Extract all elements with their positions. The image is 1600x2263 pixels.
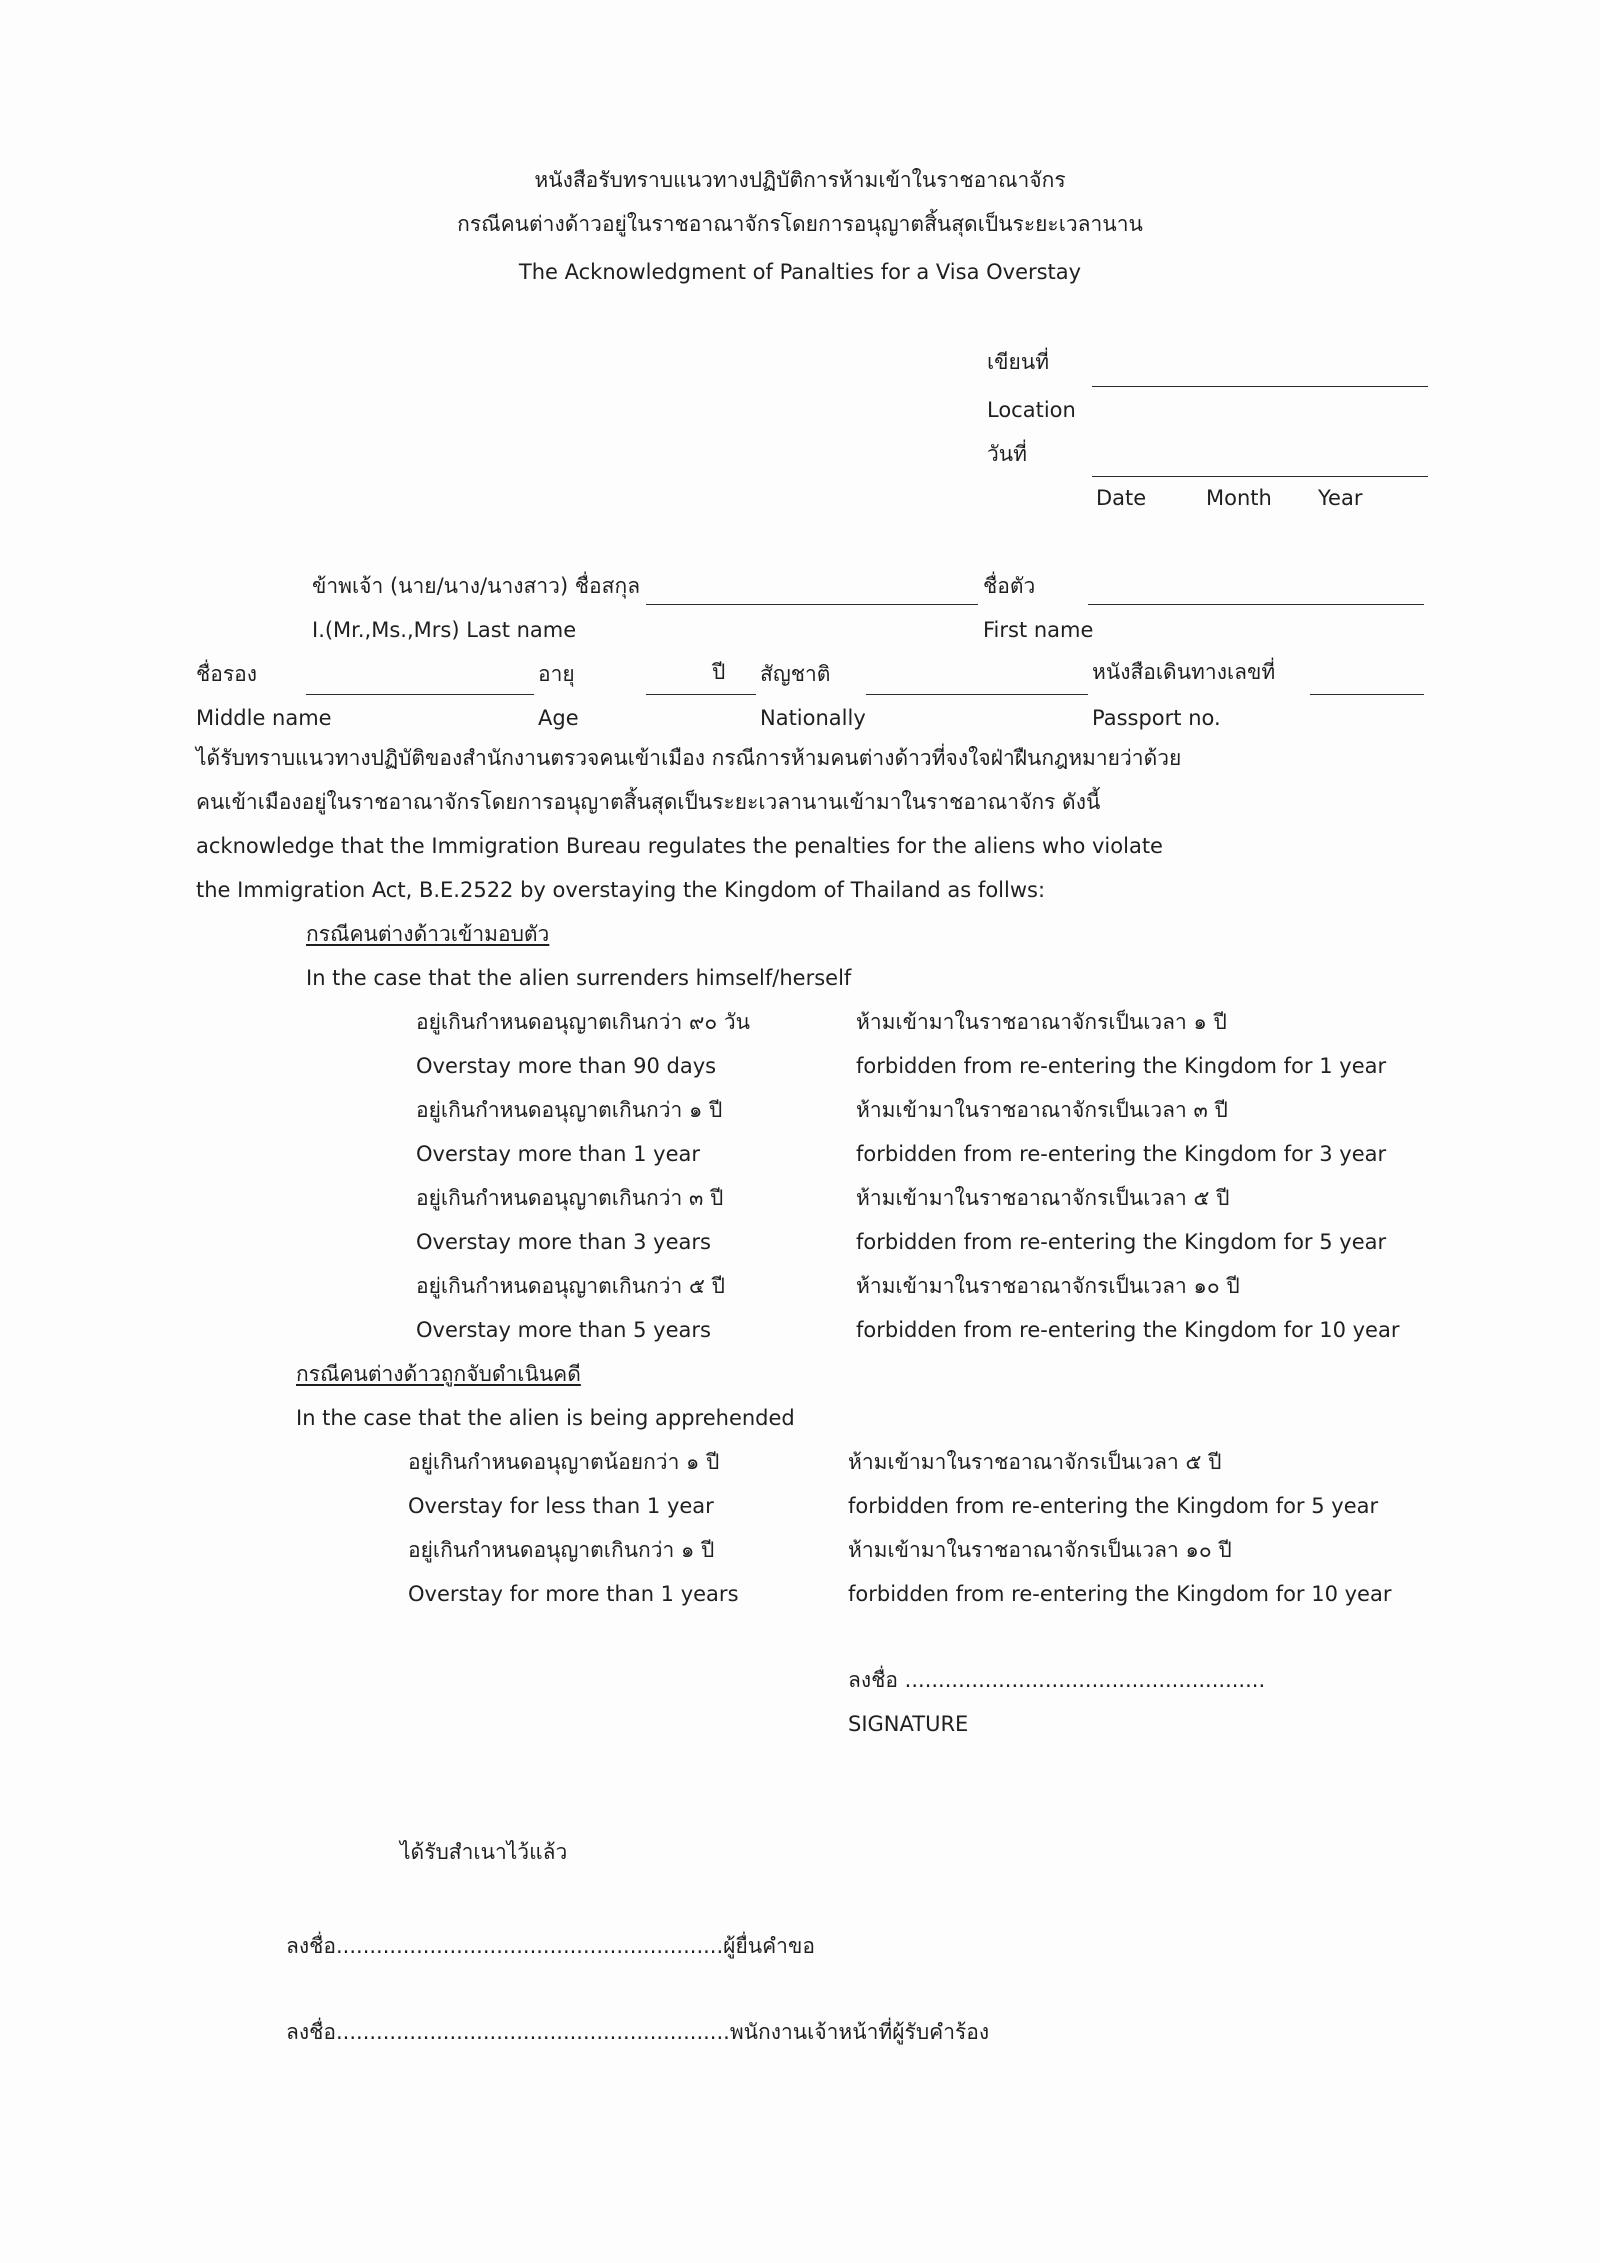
year-label: Year xyxy=(1318,486,1363,510)
nationality-label-thai: สัญชาติ xyxy=(760,662,831,686)
acknowledgment-english-line-2: the Immigration Act, B.E.2522 by overstaying the Kingdom of Thailand as follws: xyxy=(196,878,1046,902)
year-unit-label: ปี xyxy=(712,660,726,684)
overstay-duration: อยู่เกินกำหนดอนุญาตเกินกว่า ๑ ปี xyxy=(416,1098,723,1122)
entry-ban-duration: ห้ามเข้ามาในราชอาณาจักรเป็นเวลา ๕ ปี xyxy=(848,1450,1222,1474)
acknowledgment-english-line-1: acknowledge that the Immigration Bureau regulates the penalties for the aliens who violate xyxy=(196,834,1163,858)
entry-ban-duration: ห้ามเข้ามาในราชอาณาจักรเป็นเวลา ๑๐ ปี xyxy=(856,1274,1240,1298)
entry-ban-duration: forbidden from re-entering the Kingdom for 10 year xyxy=(856,1318,1400,1342)
acknowledgment-thai-line-2: คนเข้าเมืองอยู่ในราชอาณาจักรโดยการอนุญาตสิ้นสุดเป็นระยะเวลานานเข้ามาในราชอาณาจักร ดังนี้ xyxy=(196,790,1101,814)
date-field[interactable] xyxy=(1092,476,1428,477)
age-label: Age xyxy=(538,706,579,730)
date-label: Date xyxy=(1096,486,1147,510)
applicant-signature-line[interactable]: ลงชื่อ..........................................................ผู้ยื่นคำขอ xyxy=(286,1934,815,1958)
entry-ban-duration: forbidden from re-entering the Kingdom for 1 year xyxy=(856,1054,1387,1078)
first-name-label: First name xyxy=(983,618,1094,642)
overstay-duration: อยู่เกินกำหนดอนุญาตเกินกว่า ๓ ปี xyxy=(416,1186,724,1210)
signature-label: SIGNATURE xyxy=(848,1712,969,1736)
acknowledgment-thai-line-1: ได้รับทราบแนวทางปฏิบัติของสำนักงานตรวจคนเข้าเมือง กรณีการห้ามคนต่างด้าวที่จงใจฝ่าฝืนกฎหมายว่าด้วย xyxy=(196,746,1182,770)
age-label-thai: อายุ xyxy=(538,662,575,686)
entry-ban-duration: forbidden from re-entering the Kingdom for 3 year xyxy=(856,1142,1387,1166)
title-thai-line-2: กรณีคนต่างด้าวอยู่ในราชอาณาจักรโดยการอนุญาตสิ้นสุดเป็นระยะเวลานาน xyxy=(457,212,1143,236)
title-thai-line-1: หนังสือรับทราบแนวทางปฏิบัติการห้ามเข้าในราชอาณาจักร xyxy=(534,168,1066,192)
overstay-duration: อยู่เกินกำหนดอนุญาตเกินกว่า ๑ ปี xyxy=(408,1538,715,1562)
location-field[interactable] xyxy=(1092,386,1428,387)
applicant-name-label-thai: ข้าพเจ้า (นาย/นาง/นางสาว) ชื่อสกุล xyxy=(312,574,641,598)
apprehended-heading-thai: กรณีคนต่างด้าวถูกจับดำเนินคดี xyxy=(296,1362,581,1386)
overstay-duration: Overstay for more than 1 years xyxy=(408,1582,739,1606)
surrender-heading-thai: กรณีคนต่างด้าวเข้ามอบตัว xyxy=(306,922,550,946)
entry-ban-duration: forbidden from re-entering the Kingdom for 5 year xyxy=(856,1230,1387,1254)
middle-name-label: Middle name xyxy=(196,706,332,730)
overstay-duration: อยู่เกินกำหนดอนุญาตน้อยกว่า ๑ ปี xyxy=(408,1450,720,1474)
overstay-duration: Overstay for less than 1 year xyxy=(408,1494,714,1518)
passport-field[interactable] xyxy=(1310,694,1424,695)
overstay-duration: Overstay more than 1 year xyxy=(416,1142,701,1166)
location-label: Location xyxy=(987,398,1076,422)
passport-label-thai: หนังสือเดินทางเลขที่ xyxy=(1092,660,1276,684)
overstay-duration: Overstay more than 90 days xyxy=(416,1054,717,1078)
age-field[interactable] xyxy=(646,694,756,695)
nationality-label: Nationally xyxy=(760,706,866,730)
entry-ban-duration: ห้ามเข้ามาในราชอาณาจักรเป็นเวลา ๕ ปี xyxy=(856,1186,1230,1210)
overstay-duration: Overstay more than 3 years xyxy=(416,1230,711,1254)
entry-ban-duration: ห้ามเข้ามาในราชอาณาจักรเป็นเวลา ๑๐ ปี xyxy=(848,1538,1232,1562)
copy-received-label: ได้รับสำเนาไว้แล้ว xyxy=(400,1840,568,1864)
entry-ban-duration: forbidden from re-entering the Kingdom for 5 year xyxy=(848,1494,1379,1518)
overstay-duration: อยู่เกินกำหนดอนุญาตเกินกว่า ๙๐ วัน xyxy=(416,1010,751,1034)
last-name-field[interactable] xyxy=(646,604,978,605)
title-english: The Acknowledgment of Panalties for a Visa Overstay xyxy=(518,260,1082,284)
middle-name-label-thai: ชื่อรอง xyxy=(196,662,258,686)
entry-ban-duration: ห้ามเข้ามาในราชอาณาจักรเป็นเวลา ๓ ปี xyxy=(856,1098,1228,1122)
nationality-field[interactable] xyxy=(866,694,1088,695)
first-name-field[interactable] xyxy=(1088,604,1424,605)
entry-ban-duration: forbidden from re-entering the Kingdom for 10 year xyxy=(848,1582,1392,1606)
date-label-thai: วันที่ xyxy=(987,442,1027,466)
middle-name-field[interactable] xyxy=(306,694,534,695)
written-at-label: เขียนที่ xyxy=(987,350,1050,374)
month-label: Month xyxy=(1206,486,1272,510)
overstay-duration: Overstay more than 5 years xyxy=(416,1318,711,1342)
overstay-duration: อยู่เกินกำหนดอนุญาตเกินกว่า ๕ ปี xyxy=(416,1274,725,1298)
first-name-label-thai: ชื่อตัว xyxy=(983,574,1036,598)
passport-label: Passport no. xyxy=(1092,706,1221,730)
officer-signature-line[interactable]: ลงชื่อ...........................................................พนักงานเจ้าหน้าที่ผู้รับคำร้อง xyxy=(286,2020,990,2044)
apprehended-heading: In the case that the alien is being apprehended xyxy=(296,1406,795,1430)
signature-line[interactable]: ลงชื่อ ...................................................... xyxy=(848,1668,1266,1692)
entry-ban-duration: ห้ามเข้ามาในราชอาณาจักรเป็นเวลา ๑ ปี xyxy=(856,1010,1227,1034)
last-name-label: I.(Mr.,Ms.,Mrs) Last name xyxy=(312,618,577,642)
surrender-heading: In the case that the alien surrenders himself/herself xyxy=(306,966,852,990)
